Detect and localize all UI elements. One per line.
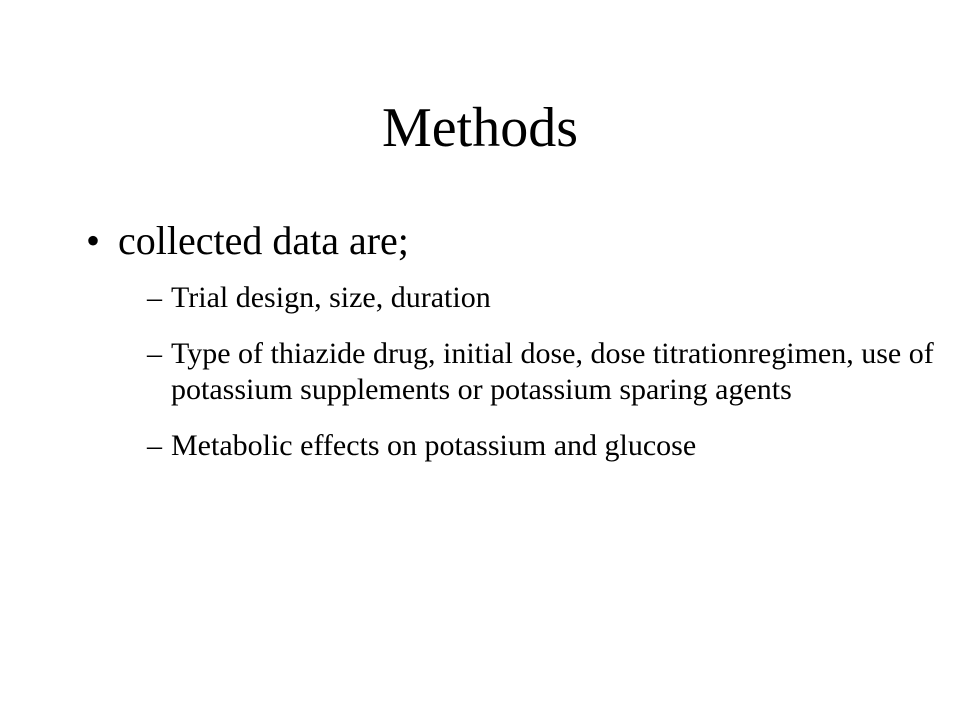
dash-icon: –: [147, 429, 162, 462]
sub-bullet-text: Trial design, size, duration: [171, 281, 491, 314]
bullet-item: [86, 218, 409, 264]
sub-bullet-item: [147, 336, 937, 408]
sub-bullet-list: [147, 280, 937, 484]
sub-bullet-text: Type of thiazide drug, initial dose, dose titrationregimen, use of potassium supplements or potassium sparing agents: [171, 337, 934, 406]
dash-icon: –: [147, 337, 162, 370]
sub-bullet-item: [147, 280, 937, 316]
bullet-icon: •: [86, 218, 101, 263]
bullet-text: collected data are;: [118, 218, 409, 263]
slide-title: Methods: [382, 97, 578, 159]
dash-icon: –: [147, 281, 162, 314]
sub-bullet-text: Metabolic effects on potassium and glucose: [171, 429, 697, 462]
sub-bullet-item: [147, 428, 937, 464]
